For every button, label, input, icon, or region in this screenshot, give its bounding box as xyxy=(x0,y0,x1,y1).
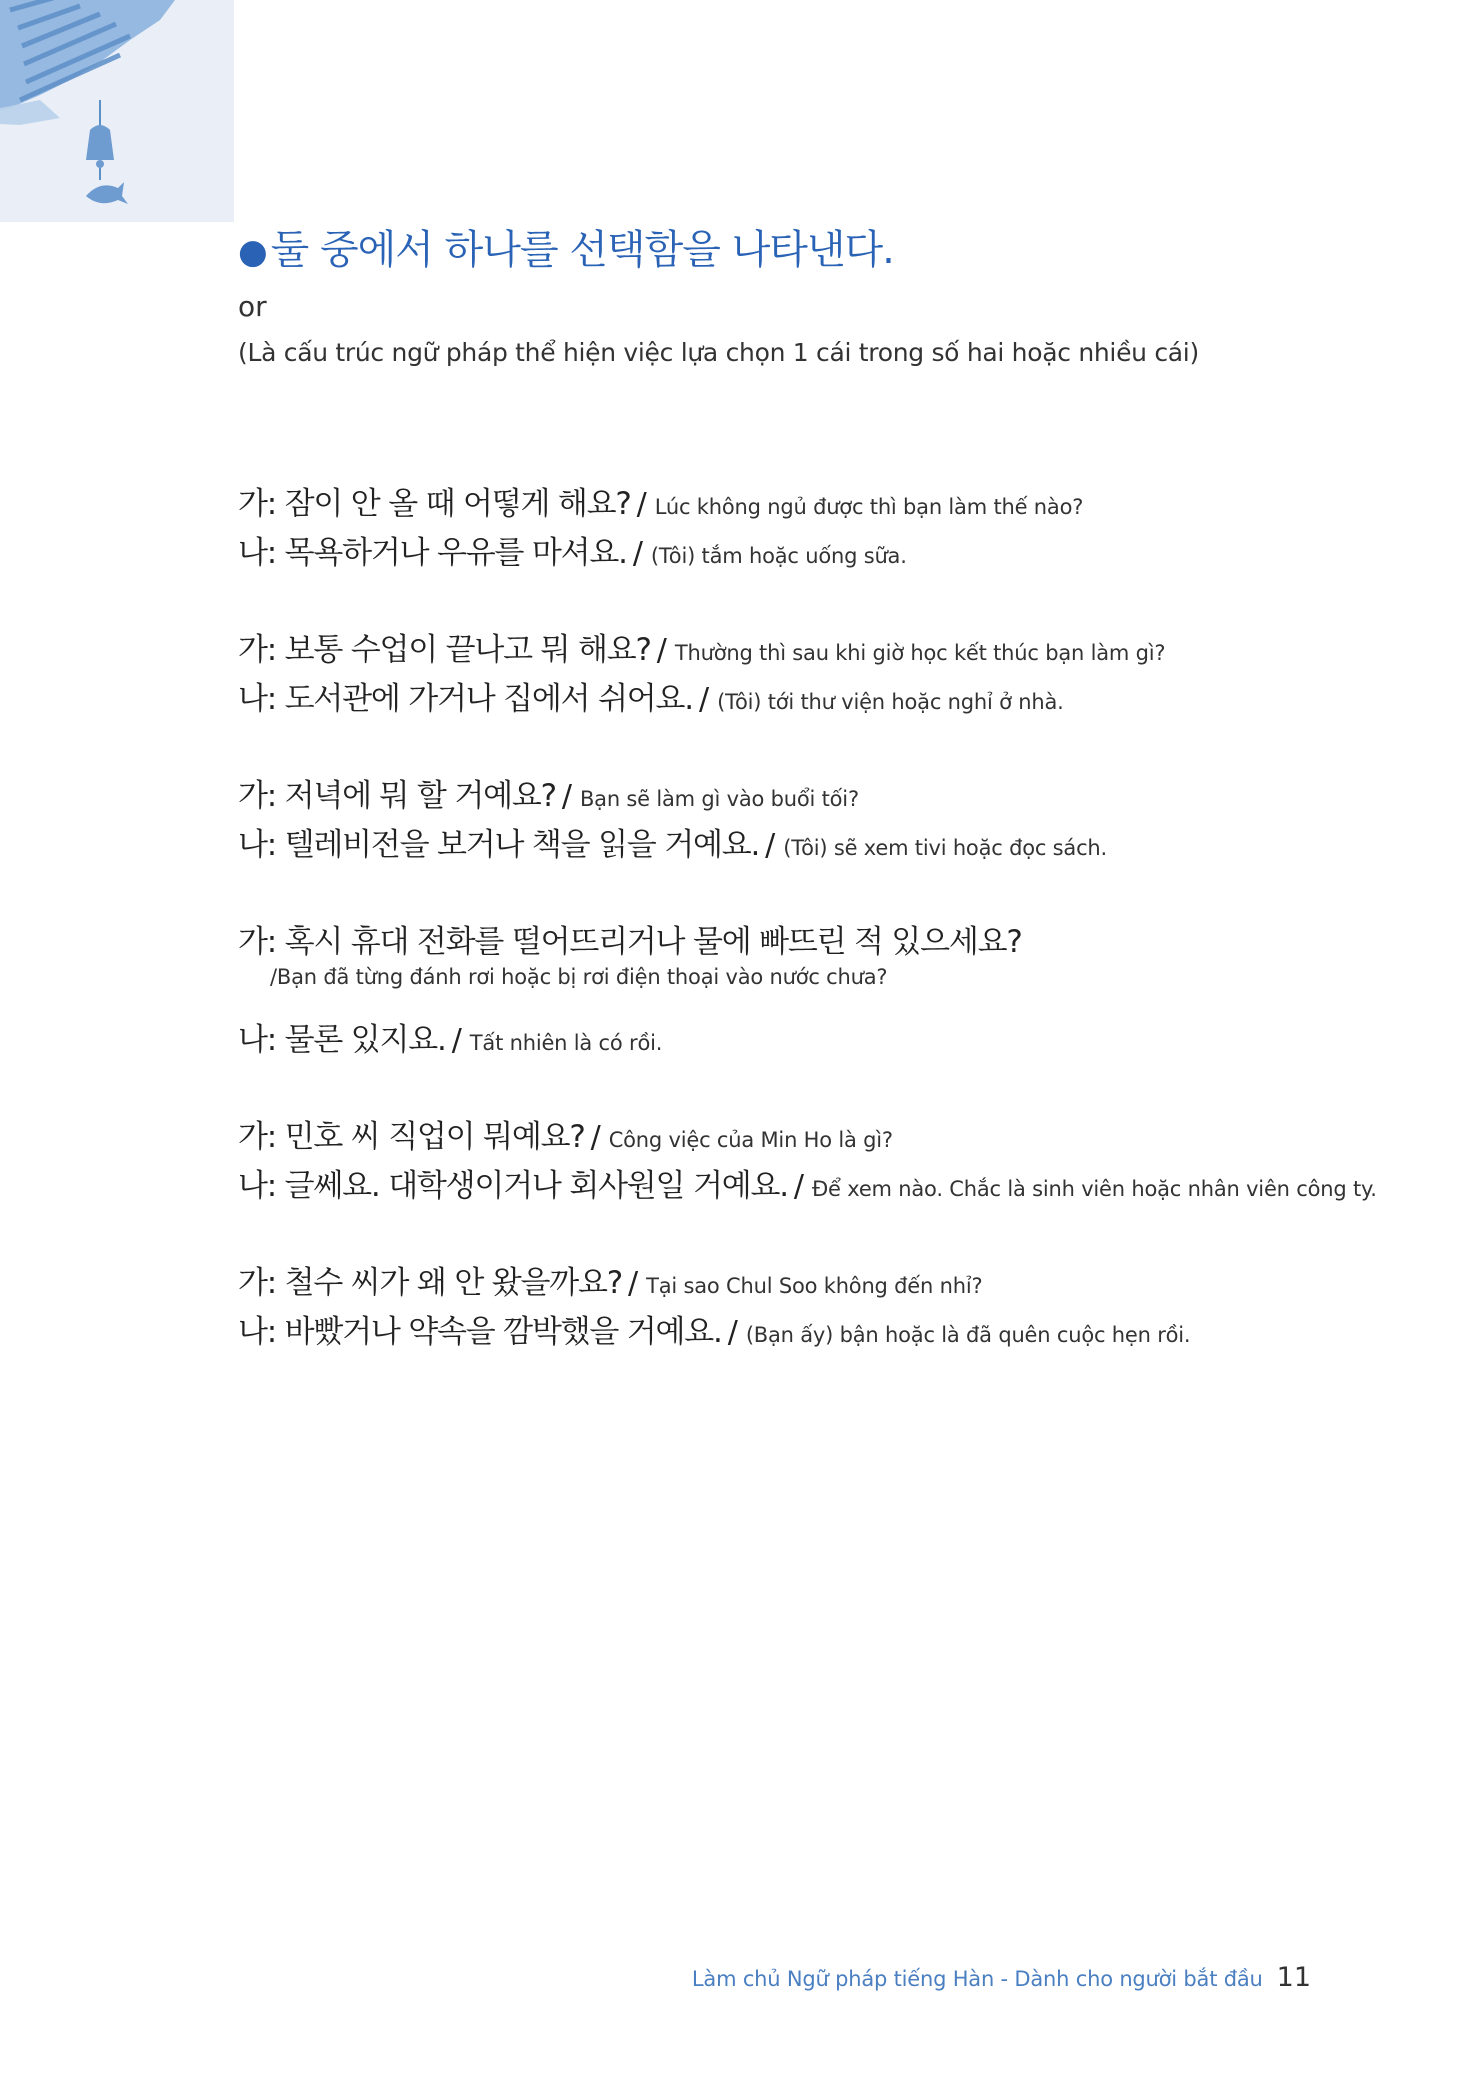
korean-answer: 나: 텔레비전을 보거나 책을 읽을 거예요. xyxy=(238,827,760,863)
vietnamese-translation: /Bạn đã từng đánh rơi hoặc bị rơi điện thoại vào nước chưa? xyxy=(270,965,888,989)
separator: / xyxy=(656,633,667,668)
korean-question: 가: 저녁에 뭐 할 거예요? xyxy=(238,778,556,814)
answer-line xyxy=(238,673,1318,722)
page-number: 11 xyxy=(1276,1962,1311,1993)
separator: / xyxy=(632,536,643,571)
vietnamese-translation: Công việc của Min Ho là gì? xyxy=(608,1128,893,1152)
korean-answer: 나: 바빴거나 약속을 깜박했을 거예요. xyxy=(238,1314,722,1350)
separator: / xyxy=(765,828,776,863)
grammar-description: (Là cấu trúc ngữ pháp thể hiện việc lựa chọn 1 cái trong số hai hoặc nhiều cái) xyxy=(238,338,1199,367)
dialogue-6 xyxy=(238,1257,1318,1355)
vietnamese-translation: Để xem nào. Chắc là sinh viên hoặc nhân viên công ty. xyxy=(811,1177,1377,1201)
corner-illustration xyxy=(0,0,234,222)
dialogue-5 xyxy=(238,1111,1377,1209)
dialogue-2 xyxy=(238,624,1318,722)
korean-answer: 나: 글쎄요. 대학생이거나 회사원일 거예요. xyxy=(238,1168,788,1204)
separator: / xyxy=(590,1120,601,1155)
question-line xyxy=(238,770,1318,819)
example-dialogues xyxy=(238,478,1377,1403)
or-label: or xyxy=(238,290,267,323)
vietnamese-translation: (Tôi) sẽ xem tivi hoặc đọc sách. xyxy=(783,836,1108,860)
separator: / xyxy=(451,1023,462,1058)
answer-line xyxy=(238,1014,1318,1063)
korean-answer: 나: 물론 있지요. xyxy=(238,1022,446,1058)
vietnamese-translation: (Tôi) tới thư viện hoặc nghỉ ở nhà. xyxy=(717,690,1064,714)
separator: / xyxy=(627,1266,639,1301)
vietnamese-translation: Lúc không ngủ được thì bạn làm thế nào? xyxy=(654,495,1084,519)
question-line xyxy=(238,1111,1318,1160)
korean-question: 가: 혹시 휴대 전화를 떨어뜨리거나 물에 빠뜨린 적 있으세요? xyxy=(238,924,1022,960)
answer-line xyxy=(238,527,1318,576)
answer-line xyxy=(238,819,1318,868)
korean-answer: 나: 목욕하거나 우유를 마셔요. xyxy=(238,535,627,571)
question-line xyxy=(238,624,1318,673)
separator: / xyxy=(727,1315,738,1350)
question-translation-line xyxy=(238,965,1318,1014)
question-line xyxy=(238,1257,1318,1306)
vietnamese-translation: Tất nhiên là có rồi. xyxy=(469,1031,663,1055)
dialogue-1 xyxy=(238,478,1318,576)
page-footer xyxy=(692,1962,1311,1993)
dialogue-3 xyxy=(238,770,1318,868)
korean-question: 가: 민호 씨 직업이 뭐예요? xyxy=(238,1119,585,1155)
separator: / xyxy=(636,487,647,522)
separator: / xyxy=(793,1169,804,1204)
vietnamese-translation: Tại sao Chul Soo không đến nhỉ? xyxy=(646,1274,983,1298)
vietnamese-translation: (Tôi) tắm hoặc uống sữa. xyxy=(650,544,907,568)
question-line xyxy=(238,478,1318,527)
bullet-icon: ● xyxy=(238,232,267,272)
section-heading xyxy=(238,218,894,275)
vietnamese-translation: (Bạn ấy) bận hoặc là đã quên cuộc hẹn rồi. xyxy=(745,1323,1191,1347)
korean-question: 가: 철수 씨가 왜 안 왔을까요? xyxy=(238,1265,622,1301)
question-line xyxy=(238,916,1318,965)
dialogue-4 xyxy=(238,916,1318,1063)
separator: / xyxy=(561,779,572,814)
korean-question: 가: 잠이 안 올 때 어떻게 해요? xyxy=(238,486,631,522)
korean-answer: 나: 도서관에 가거나 집에서 쉬어요. xyxy=(238,681,693,717)
book-title: Làm chủ Ngữ pháp tiếng Hàn - Dành cho người bắt đầu xyxy=(691,1967,1263,1991)
separator: / xyxy=(698,682,710,717)
heading-text: 둘 중에서 하나를 선택함을 나타낸다. xyxy=(270,227,894,273)
vietnamese-translation: Thường thì sau khi giờ học kết thúc bạn làm gì? xyxy=(674,641,1166,665)
temple-eave-bell-fish-icon xyxy=(0,0,234,222)
vietnamese-translation: Bạn sẽ làm gì vào buổi tối? xyxy=(579,787,859,811)
korean-question: 가: 보통 수업이 끝나고 뭐 해요? xyxy=(238,632,651,668)
answer-line xyxy=(238,1306,1318,1355)
answer-line xyxy=(238,1160,1377,1209)
